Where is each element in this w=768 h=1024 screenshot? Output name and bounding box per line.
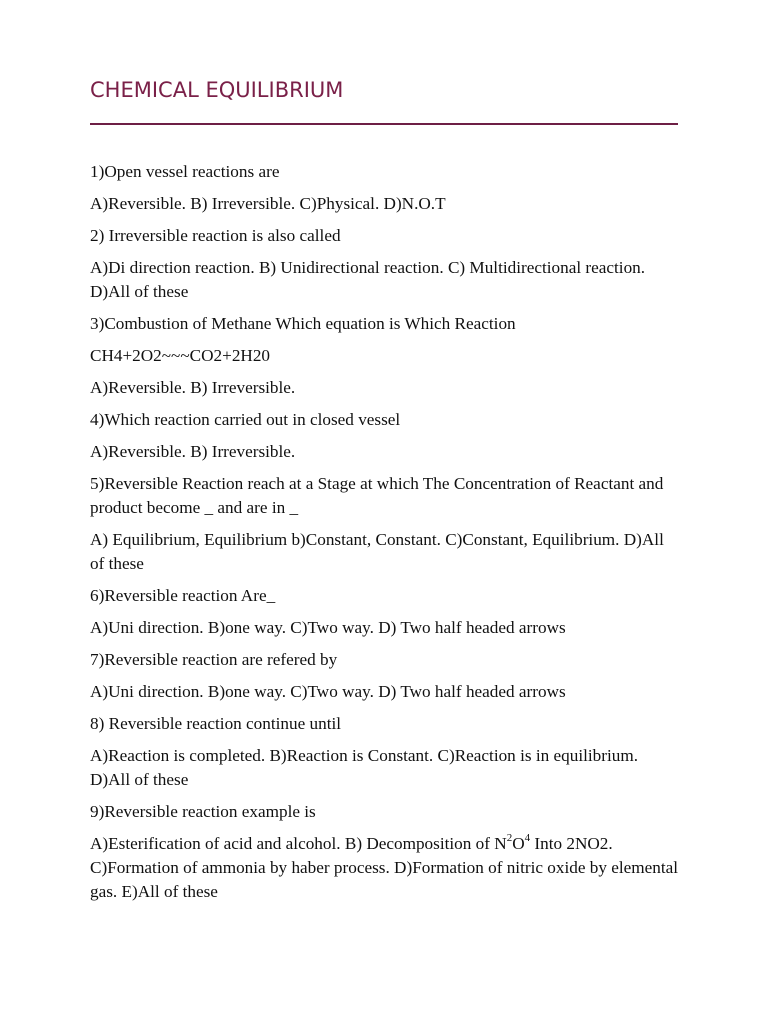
question-7-options: A)Uni direction. B)one way. C)Two way. D) Two half headed arrows xyxy=(90,682,566,701)
option-text-part-3: Into 2NO2. C)Formation of ammonia by haber process. D)Formation of nitric oxide by elemental gas. E)All of these xyxy=(90,834,679,901)
option-text-part-1: A)Esterification of acid and alcohol. B) Decomposition of N xyxy=(90,834,507,853)
question-1: 1)Open vessel reactions are xyxy=(90,162,280,181)
question-5: 5)Reversible Reaction reach at a Stage at which The Concentration of Reactant and product become _ and are in _ xyxy=(90,474,664,517)
question-9-options xyxy=(90,832,680,904)
question-list xyxy=(90,160,680,912)
question-4: 4)Which reaction carried out in closed vessel xyxy=(90,410,401,429)
document-title: CHEMICAL EQUILIBRIUM xyxy=(90,78,344,102)
question-6-options: A)Uni direction. B)one way. C)Two way. D) Two half headed arrows xyxy=(90,618,566,637)
question-6: 6)Reversible reaction Are_ xyxy=(90,586,276,605)
question-2-options: A)Di direction reaction. B) Unidirectional reaction. C) Multidirectional reaction. D)All of these xyxy=(90,258,646,301)
question-3-equation: CH4+2O2~~~CO2+2H20 xyxy=(90,346,271,365)
option-text-part-2: O xyxy=(512,834,525,853)
superscript-2: 2 xyxy=(506,832,513,844)
superscript-4: 4 xyxy=(524,832,531,844)
question-7: 7)Reversible reaction are refered by xyxy=(90,650,338,669)
question-9: 9)Reversible reaction example is xyxy=(90,802,316,821)
question-8-options: A)Reaction is completed. B)Reaction is Constant. C)Reaction is in equilibrium. D)All of these xyxy=(90,746,638,789)
question-3-options: A)Reversible. B) Irreversible. xyxy=(90,378,296,397)
question-8: 8) Reversible reaction continue until xyxy=(90,714,342,733)
question-5-options: A) Equilibrium, Equilibrium b)Constant, Constant. C)Constant, Equilibrium. D)All of these xyxy=(90,530,664,573)
question-2: 2) Irreversible reaction is also called xyxy=(90,226,341,245)
question-3: 3)Combustion of Methane Which equation is Which Reaction xyxy=(90,314,516,333)
title-divider xyxy=(90,123,678,125)
question-1-options: A)Reversible. B) Irreversible. C)Physical. D)N.O.T xyxy=(90,194,446,213)
question-4-options: A)Reversible. B) Irreversible. xyxy=(90,442,296,461)
